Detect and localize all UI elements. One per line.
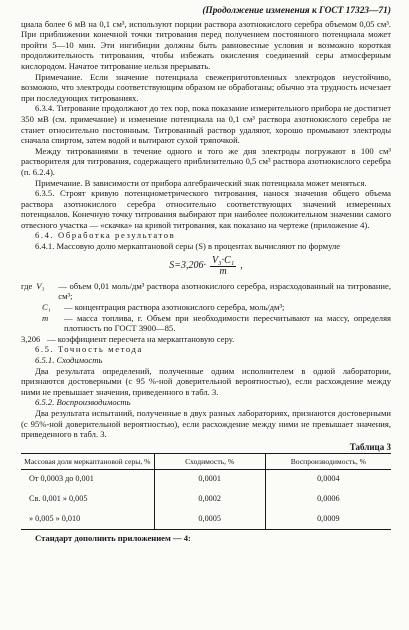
section-6-5-1-title: 6.5.1. Сходимость <box>35 355 103 365</box>
table-header-row <box>21 454 391 470</box>
paragraph-6-3-5: 6.3.5. Строят кривую потенциометрического титрования, нанося значения общего объема раствора азотнокислого серебра относительно соответствующих значений измеренных потенциалов. Конечную точку титрования выбирают при наиболее положительном значении самого отвесного участка — «скачка» на кривой титрования, как показано на чертеже (приложение 4). <box>21 188 391 230</box>
table-cell: 0,0006 <box>265 490 391 510</box>
definition-symbol: C₁ <box>42 302 51 313</box>
definition-row <box>21 334 391 345</box>
column-header-mass-fraction: Массовая доля меркаптановой серы, % <box>21 454 154 470</box>
formula-numerator: V₃·C₁ <box>212 254 235 266</box>
table-row <box>21 470 391 490</box>
section-6-4-title: 6.4. Обработка результатов <box>35 230 176 241</box>
formula-lhs: S=3,206· <box>169 260 206 272</box>
definitions-list <box>21 281 391 345</box>
paragraph-6-4-1: 6.4.1. Массовую долю меркаптановой серы (S) в процентах вычисляют по формуле <box>35 241 341 252</box>
paragraph-6-3-4: 6.3.4. Титрование продолжают до тех пор, пока показание измерительного прибора не достигнет 350 мВ (см. примечание) и изменение потенциала на 0,1 см³ раствора азотнокислого серебра не станет относительно постоянным. Титрованный раствор удаляют, хорошо промывают электроды сначала спиртом, затем водой и вытирают сухой тряпочкой. <box>21 103 391 146</box>
table-cell: 0,0001 <box>154 470 265 490</box>
formula-tail: , <box>240 260 243 272</box>
precision-table <box>21 453 391 530</box>
formula <box>21 256 391 278</box>
definition-text: — концентрация раствора азотнокислого серебра, моль/дм³; <box>64 302 285 313</box>
definition-symbol: m <box>42 312 49 323</box>
table-row <box>21 490 391 510</box>
definition-row <box>21 281 391 302</box>
table-cell: 0,0009 <box>265 510 391 530</box>
definition-text: — масса топлива, г. Объем при необходимости пересчитывают на массу, определяя плотность по ГОСТ 3900—85. <box>64 312 391 334</box>
formula-fraction <box>210 256 236 278</box>
definition-row <box>21 302 391 313</box>
table-cell: Св. 0,001 » 0,005 <box>29 493 88 503</box>
section-6-5-title: 6.5. Точность метода <box>35 344 143 355</box>
formula-denominator: m <box>219 266 227 278</box>
paragraph-between-titrations: Между титрованиями в течение одного и того же дня электроды погружают в 100 см³ растворителя для титрования, содержащего приблизительно 0,5 см³ раствора азотнокислого серебра (п. 6.2.4). <box>21 145 391 177</box>
paragraph-6-5-1: Два результата определений, полученные одним исполнителем в одной лаборатории, признаются достоверными (с 95 %-ной доверительной вероятностью), если расхождение между ними не превышает значения, приведенного в табл. 3. <box>21 365 391 397</box>
definition-symbol: 3,206 <box>21 333 41 344</box>
column-header-repeatability: Сходимость, % <box>154 454 265 470</box>
note-electrodes: Примечание. Если значение потенциала свежеприготовленных электродов неустойчиво, возможно, что электроды соответствующим образом не обработаны; обычно эта трудность исчезает при последующих титрованиях. <box>21 71 391 103</box>
running-header: (Продолжение изменения к ГОСТ 17323—71) <box>202 6 391 16</box>
table-cell: От 0,0003 до 0,001 <box>29 474 94 484</box>
definition-symbol: V₃ <box>36 280 45 291</box>
definition-row <box>21 313 391 334</box>
definition-text: — коэффициент пересчета на меркаптановую серу. <box>47 333 235 344</box>
note-sign: Примечание. В зависимости от прибора алгебраический знак потенциала может меняться. <box>35 177 367 188</box>
table-caption: Таблица 3 <box>349 441 391 452</box>
paragraph-continuation: циала более 6 мВ на 0,1 см³, используют порции раствора азотнокислого серебра объемом 0,05 см³. При приближении конечной точки титрования перед получением постоянного потенциала может пройти 5—10 мин. Эти ингибиции должны быть равновесные условия и возможно короткая продолжительность титрования, чтобы избежать окисления соединений серы атмосферным кислородом. Начатое титрование нельзя прерывать. <box>21 18 391 71</box>
table-cell: » 0,005 » 0,010 <box>21 510 154 530</box>
page-content <box>21 6 391 544</box>
table-row <box>21 510 391 530</box>
table-cell: 0,0004 <box>265 470 391 490</box>
table-cell: 0,0002 <box>154 490 265 510</box>
column-header-reproducibility: Воспроизводимость, % <box>265 454 391 470</box>
paragraph-6-5-2: Два результата испытаний, полученные в двух разных лабораториях, признаются достоверными (с 95%-ной доверительной вероятностью), если расхождение между ними не превышает значения, приведенного в табл. 3. <box>21 407 391 440</box>
footer-note: Стандарт дополнить приложением — 4: <box>35 533 191 544</box>
where-prefix: где <box>21 280 33 291</box>
table-cell: 0,0005 <box>154 510 265 530</box>
section-6-5-2-title: 6.5.2. Воспроизводимость <box>35 397 131 408</box>
definition-text: — объем 0,01 моль/дм³ раствора азотнокислого серебра, израсходованный на титрование, см³; <box>58 280 391 302</box>
